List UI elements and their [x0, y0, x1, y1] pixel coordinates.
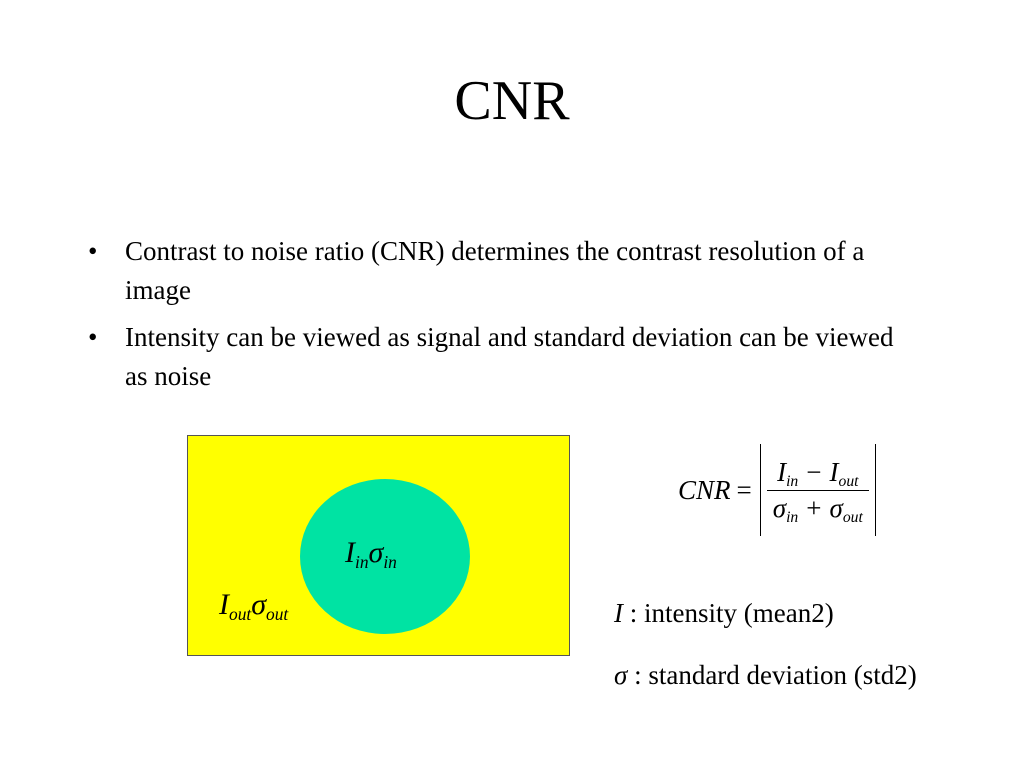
subscript: in — [383, 552, 397, 573]
absolute-value-bars — [760, 444, 876, 536]
sigma-symbol: σ — [829, 492, 843, 523]
sigma-symbol: σ — [772, 492, 787, 523]
subscript: out — [838, 472, 859, 490]
formula-equals: = — [736, 474, 752, 505]
sigma-symbol: σ — [251, 588, 267, 621]
outer-region-label — [219, 588, 289, 625]
formula-fraction — [767, 455, 869, 526]
legend-intensity — [614, 598, 834, 629]
formula-numerator — [771, 455, 864, 490]
inner-region-label — [345, 536, 397, 573]
minus-operator: − — [806, 456, 822, 487]
intensity-symbol: I — [219, 588, 229, 621]
intensity-symbol: I — [777, 456, 787, 487]
subscript: in — [786, 508, 799, 526]
subscript: out — [229, 604, 252, 625]
sigma-symbol: σ — [614, 660, 628, 690]
intensity-symbol: I — [829, 456, 839, 487]
bullet-marker: • — [88, 236, 98, 266]
bullet-marker: • — [88, 322, 98, 352]
bullet-text: Contrast to noise ratio (CNR) determines the contrast resolution of a image — [125, 236, 865, 305]
intensity-symbol: I — [345, 536, 355, 569]
formula-lhs: CNR — [678, 474, 731, 505]
legend-text: : intensity (mean2) — [623, 598, 834, 628]
bullet-list — [88, 232, 918, 404]
intensity-symbol: I — [614, 598, 623, 628]
subscript: in — [786, 472, 799, 490]
formula-denominator — [767, 490, 869, 526]
bullet-item — [88, 318, 918, 396]
bullet-item — [88, 232, 918, 310]
subscript: out — [266, 604, 289, 625]
sigma-symbol: σ — [368, 536, 384, 569]
image-region-diagram — [187, 435, 570, 656]
cnr-formula — [678, 444, 876, 536]
bullet-text: Intensity can be viewed as signal and standard deviation can be viewed as noise — [125, 322, 894, 391]
legend-std-dev — [614, 660, 917, 691]
legend-text: : standard deviation (std2) — [627, 660, 917, 690]
subscript: out — [842, 508, 863, 526]
plus-operator: + — [806, 492, 822, 523]
slide-title: CNR — [454, 70, 570, 132]
subscript: in — [355, 552, 369, 573]
